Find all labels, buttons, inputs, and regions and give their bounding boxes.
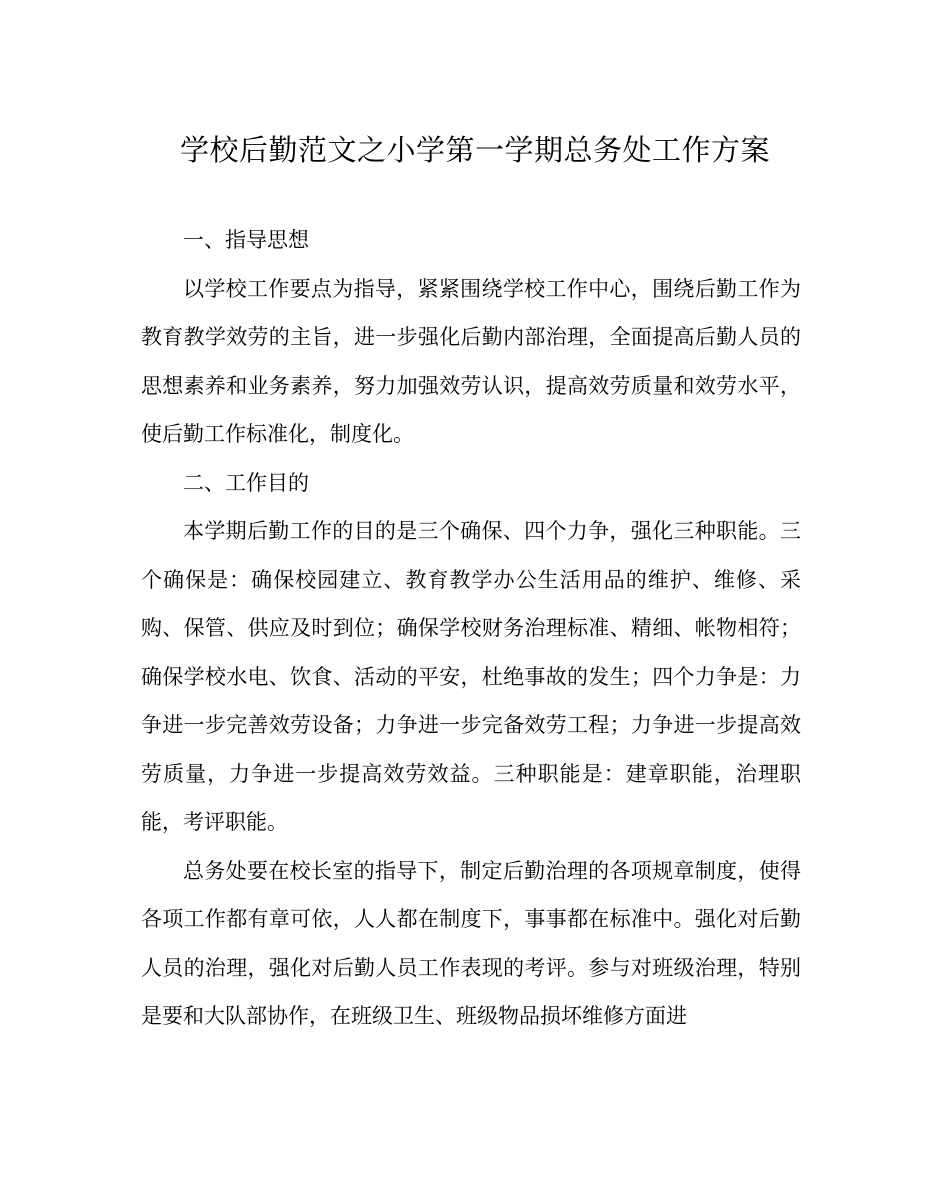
paragraph-general-affairs: 总务处要在校长室的指导下，制定后勤治理的各项规章制度，使得各项工作都有章可依，人人都在制度下，事事都在标准中。强化对后勤人员的治理，强化对后勤人员工作表现的考评。参与对班级治理，特别是要和大队部协作，在班级卫生、班级物品损坏维修方面进 [141, 858, 801, 1028]
paragraph-guiding-ideology: 以学校工作要点为指导，紧紧围绕学校工作中心，围绕后勤工作为教育教学效劳的主旨，进一步强化后勤内部治理，全面提高后勤人员的思想素养和业务素养，努力加强效劳认识，提高效劳质量和效劳水平，使后勤工作标准化，制度化。 [141, 276, 801, 446]
document-title: 学校后勤范文之小学第一学期总务处工作方案 [179, 133, 770, 167]
document-body [141, 216, 801, 1041]
section-heading-guiding-ideology: 一、指导思想 [183, 228, 309, 252]
section-heading-work-goals: 二、工作目的 [183, 470, 309, 495]
paragraph-work-goals: 本学期后勤工作的目的是三个确保、四个力争，强化三种职能。三个确保是：确保校园建立、教育教学办公生活用品的维护、维修、采购、保管、供应及时到位；确保学校财务治理标准、精细、帐物相符；确保学校水电、饮食、活动的平安，杜绝事故的发生；四个力争是：力争进一步完善效劳设备；力争进一步完备效劳工程；力争进一步提高效劳质量，力争进一步提高效劳效益。三种职能是：建章职能，治理职能，考评职能。 [141, 519, 801, 834]
